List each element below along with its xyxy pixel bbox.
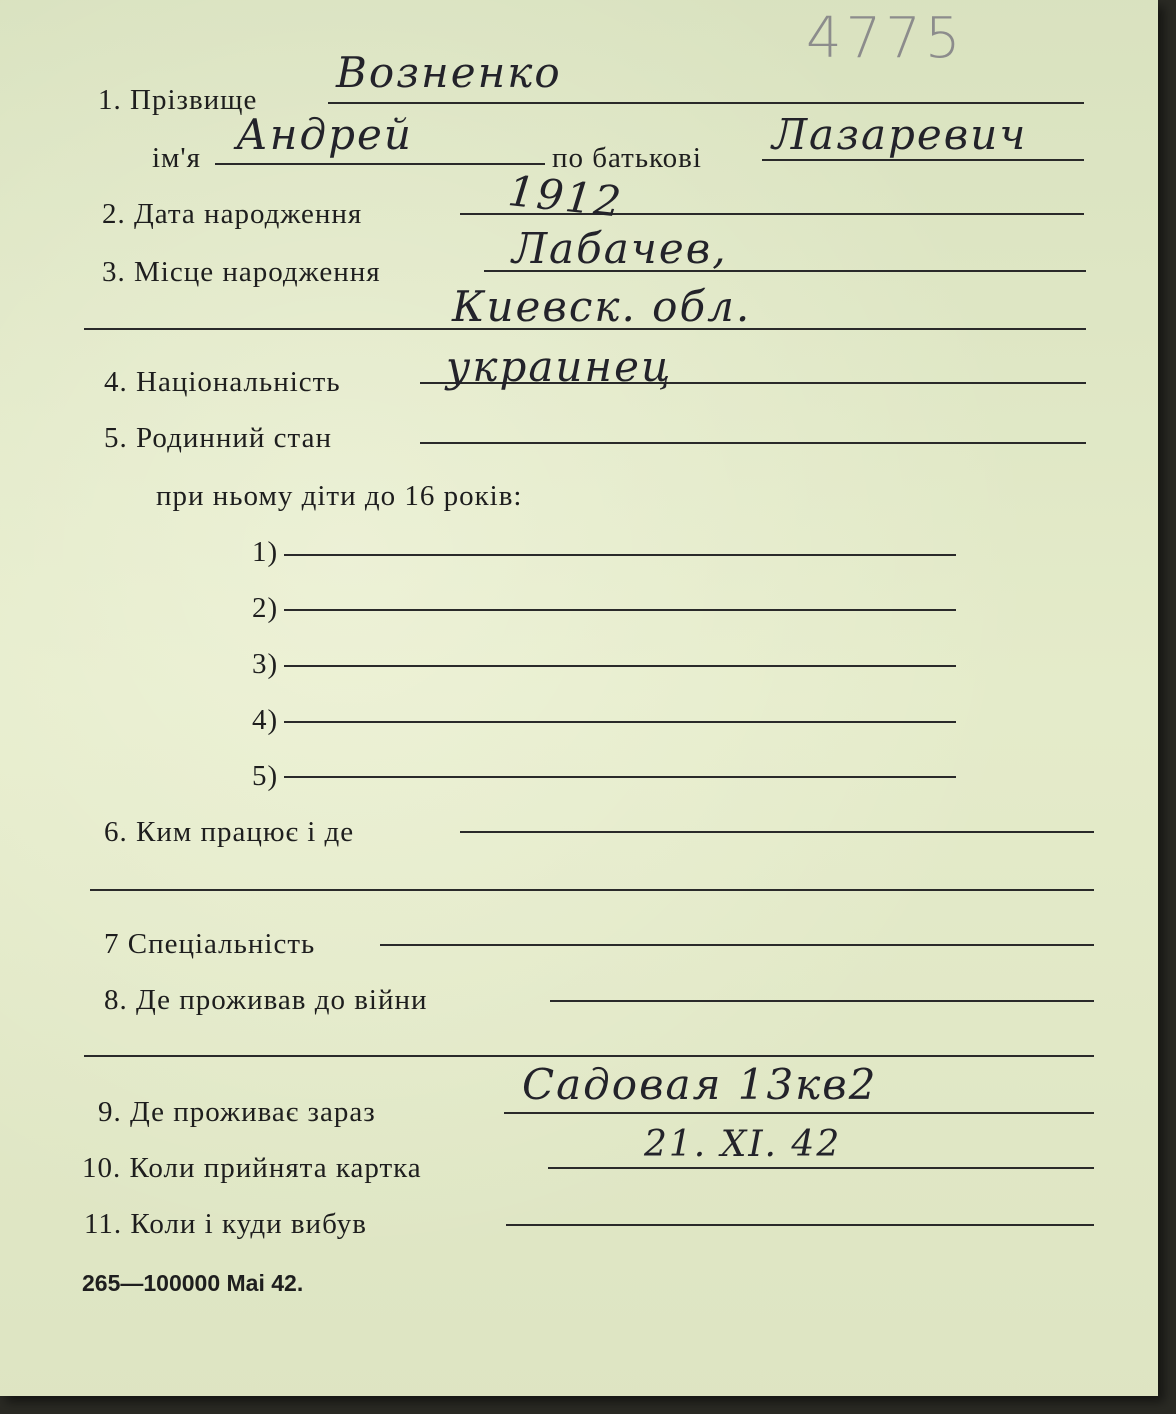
surname-line — [328, 102, 1084, 104]
workplace-line-2 — [90, 889, 1094, 891]
current-residence-value: Садовая 13кв2 — [522, 1060, 878, 1109]
workplace-label: 6. Ким працює і де — [104, 816, 355, 848]
birthplace-value-2: Киевск. обл. — [452, 282, 752, 331]
child-2-line — [284, 609, 956, 611]
child-1-label: 1) — [252, 536, 279, 568]
marital-status-label: 5. Родинний стан — [104, 422, 332, 454]
child-4-label: 4) — [252, 704, 279, 736]
surname-label: 1. Прізвище — [98, 84, 258, 116]
current-residence-line — [504, 1112, 1094, 1114]
card-accepted-line — [548, 1167, 1094, 1169]
card-accepted-value: 21. XI. 42 — [644, 1124, 842, 1165]
departure-label: 11. Коли і куди вибув — [84, 1208, 367, 1240]
birthplace-label: 3. Місце народження — [102, 256, 381, 288]
prewar-residence-line-1 — [550, 1000, 1094, 1002]
marital-status-line — [420, 442, 1086, 444]
first-name-value: Андрей — [236, 110, 413, 159]
archive-number: 4775 — [806, 6, 965, 71]
children-label: при ньому діти до 16 років: — [156, 480, 523, 512]
nationality-value: украинец — [446, 342, 673, 391]
child-5-line — [284, 776, 956, 778]
child-2-label: 2) — [252, 592, 279, 624]
card-accepted-label: 10. Коли прийнята картка — [82, 1152, 422, 1184]
patronymic-line — [762, 159, 1084, 161]
birth-date-value: 1912 — [505, 166, 626, 227]
child-3-label: 3) — [252, 648, 279, 680]
print-run-footer: 265—100000 Mai 42. — [82, 1270, 304, 1296]
patronymic-value: Лазаревич — [772, 110, 1028, 159]
prewar-residence-label: 8. Де проживав до війни — [104, 984, 428, 1016]
surname-value: Возненко — [336, 48, 562, 97]
child-1-line — [284, 554, 956, 556]
birthplace-value-1: Лабачев, — [512, 224, 728, 273]
child-5-label: 5) — [252, 760, 279, 792]
first-name-line — [215, 163, 545, 165]
current-residence-label: 9. Де проживає зараз — [98, 1096, 376, 1128]
prewar-residence-line-2 — [84, 1055, 1094, 1057]
child-3-line — [284, 665, 956, 667]
specialty-label: 7 Спеціальність — [104, 928, 316, 960]
patronymic-label: по батькові — [552, 142, 702, 174]
birth-date-label: 2. Дата народження — [102, 198, 363, 230]
workplace-line-1 — [460, 831, 1094, 833]
departure-line — [506, 1224, 1094, 1226]
child-4-line — [284, 721, 956, 723]
nationality-label: 4. Національність — [104, 366, 341, 398]
specialty-line — [380, 944, 1094, 946]
first-name-label: ім'я — [152, 142, 201, 174]
